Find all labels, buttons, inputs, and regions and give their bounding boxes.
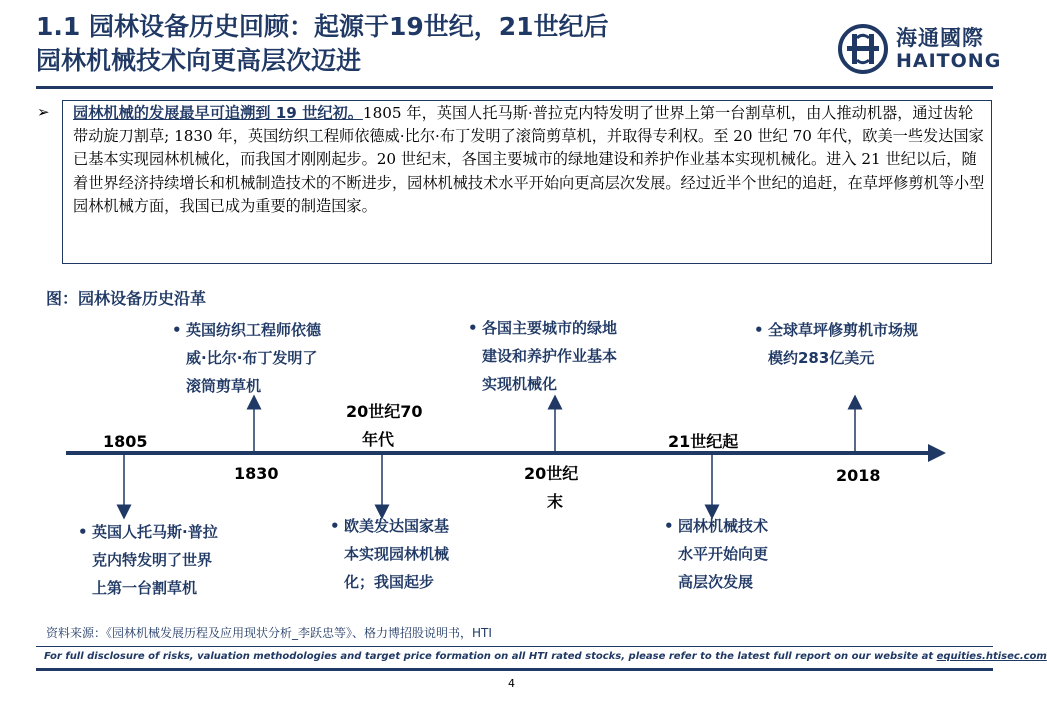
figure-title: 图：园林设备历史沿革: [46, 289, 207, 308]
timeline-axis-arrowhead: [928, 444, 946, 462]
note-bullet: •: [468, 319, 478, 337]
note-line: 克内特发明了世界: [92, 551, 213, 569]
tick-1830: 1830: [234, 464, 279, 483]
tick-20c-end-line2: 末: [547, 492, 564, 511]
logo-english-name: HAITONG: [896, 50, 1002, 72]
tick-1970s-line1: 20世纪70: [346, 402, 423, 421]
note-line: 上第一台割草机: [92, 579, 198, 597]
note-line: 水平开始向更: [678, 545, 769, 563]
disclaimer-text: For full disclosure of risks, valuation methodologies and target price formation on all HTI rated stocks, please refer to the latest full report on our website at: [44, 651, 937, 662]
note-1805: [78, 518, 218, 602]
note-line: 高层次发展: [678, 573, 754, 591]
note-line: 模约283亿美元: [768, 349, 875, 367]
footer-divider-thin: [36, 646, 993, 647]
note-line: 英国人托马斯·普拉: [92, 523, 218, 541]
note-line: 实现机械化: [482, 375, 558, 393]
logo-chinese-name: 海通國際: [896, 26, 984, 50]
tick-20c-end-line1: 20世纪: [524, 464, 579, 483]
note-21c: [664, 512, 769, 596]
note-line: 英国纺织工程师依德: [186, 321, 322, 339]
note-line: 各国主要城市的绿地: [482, 319, 618, 337]
note-line: 全球草坪修剪机市场规: [768, 321, 919, 339]
note-line: 欧美发达国家基: [344, 517, 450, 535]
note-2018: [754, 316, 919, 372]
disclaimer: [44, 651, 1047, 662]
note-line: 威·比尔·布丁发明了: [186, 349, 318, 367]
tick-1970s-line2: 年代: [362, 430, 395, 449]
note-1970s: [330, 512, 450, 596]
note-line: 园林机械技术: [678, 517, 769, 535]
page-number: 4: [508, 677, 515, 690]
page-title-line-2: 园林机械技术向更高层次迈进: [36, 46, 362, 75]
note-bullet: •: [664, 517, 674, 535]
website-link[interactable]: equities.htisec.com: [936, 651, 1047, 662]
note-line: 本实现园林机械: [344, 545, 450, 563]
footer-divider-thick: [36, 668, 993, 671]
tick-1805: 1805: [103, 432, 148, 451]
summary-body: 1805 年，英国人托马斯·普拉克内特发明了世界上第一台割草机，由人推动机器，通过齿轮带动旋刀割草; 1830 年，英国纺织工程师依德威·比尔·布丁发明了滚筒剪草机，并取得专利权。至 20 世纪 70 年代，欧美一些发达国家已基本实现园林机械化，而我国才刚刚起步。20 世纪末，各国主要城市的绿地建设和养护作业基本实现机械化。进入 21 世纪以后，随着世界经济持续增长和机械制造技术的不断进步，园林机械技术水平开始向更高层次发展。经过近半个世纪的追赶，在草坪修剪机等小型园林机械方面，我国已成为重要的制造国家。: [73, 104, 985, 215]
note-line: 滚筒剪草机: [186, 377, 262, 395]
source-note: 资料来源：《园林机械发展历程及应用现状分析_李跃忠等》、格力博招股说明书，HTI: [46, 626, 492, 640]
page-title-line-1: 1.1 园林设备历史回顾：起源于19世纪，21世纪后: [36, 12, 609, 41]
tick-21c: 21世纪起: [668, 432, 739, 451]
note-1830: [172, 316, 322, 400]
note-20c-end: [468, 314, 618, 398]
note-bullet: •: [172, 321, 182, 339]
summary-lead: 园林机械的发展最早可追溯到 19 世纪初。: [73, 104, 363, 122]
arrow-bullet-icon: ➢: [37, 103, 50, 121]
note-bullet: •: [754, 321, 764, 339]
tick-2018: 2018: [836, 466, 881, 485]
note-line: 化；我国起步: [344, 573, 435, 591]
note-bullet: •: [78, 523, 88, 541]
note-bullet: •: [330, 517, 340, 535]
note-line: 建设和养护作业基本: [482, 347, 618, 365]
